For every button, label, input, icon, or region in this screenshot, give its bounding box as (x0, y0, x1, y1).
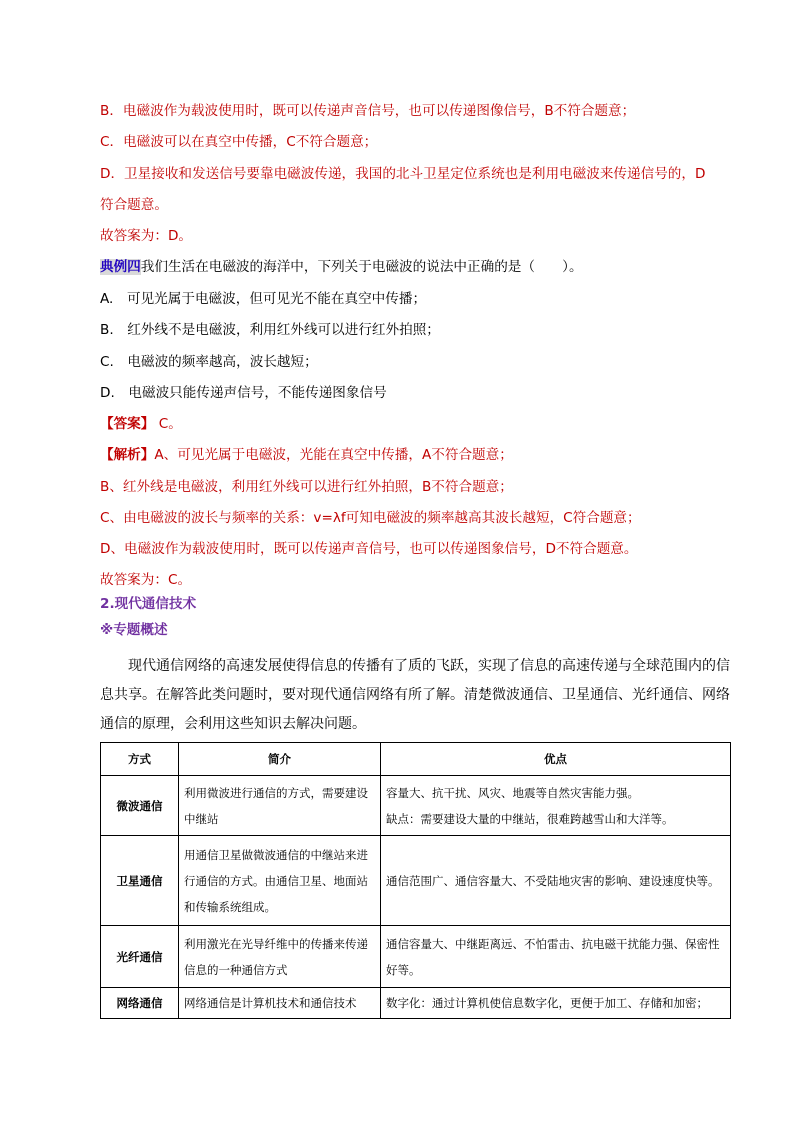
row-intro: 用通信卫星做微波通信的中继站来进行通信的方式。由通信卫星、地面站和传输系统组成。 (179, 836, 381, 926)
merit-text: 容量大、抗干扰、风灾、地震等自然灾害能力强。 (386, 785, 639, 800)
table-row (101, 836, 731, 926)
option-d: D. 电磁波只能传递声信号，不能传递图象信号 (100, 385, 387, 401)
row-merit: 通信范围广、通信容量大、不受陆地灾害的影响、建设速度快等。 (381, 836, 731, 926)
answer-row (100, 414, 182, 434)
comm-table (100, 742, 731, 1019)
analysis-b: B、红外线是电磁波，利用红外线可以进行红外拍照，B不符合题意； (100, 479, 513, 495)
row-name: 卫星通信 (101, 836, 179, 926)
analysis-label: 【解析】 (100, 447, 155, 463)
option-c: C. 电磁波的频率越高，波长越短； (100, 354, 318, 370)
row-merit (381, 776, 731, 836)
solution-line-d-cont: 符合题意。 (100, 197, 168, 213)
analysis-row-a (100, 445, 513, 465)
solution-line-d: D．卫星接收和发送信号要靠电磁波传递，我国的北斗卫星定位系统也是利用电磁波来传递信号的，D (100, 166, 706, 182)
row-merit: 数字化：通过计算机使信息数字化，更便于加工、存储和加密； (381, 988, 731, 1019)
table-header (101, 743, 731, 776)
overview-heading: ※专题概述 (100, 622, 168, 638)
row-intro: 网络通信是计算机技术和通信技术 (179, 988, 381, 1019)
option-a: A. 可见光属于电磁波，但可见光不能在真空中传播； (100, 291, 427, 307)
merit-text-2: 缺点：需要建设大量的中继站，很难跨越雪山和大洋等。 (386, 811, 674, 826)
option-b: B. 红外线不是电磁波，利用红外线可以进行红外拍照； (100, 322, 440, 338)
table-row (101, 776, 731, 836)
analysis-c: C、由电磁波的波长与频率的关系：v=λf可知电磁波的频率越高其波长越短，C符合题意； (100, 510, 641, 526)
table-row (101, 926, 731, 988)
header-method: 方式 (101, 743, 179, 776)
answer-line: 故答案为：D。 (100, 228, 193, 244)
example4-question (100, 257, 583, 277)
solution-line-b: B．电磁波作为载波使用时，既可以传递声音信号，也可以传递图像信号，B不符合题意； (100, 103, 636, 119)
header-merit: 优点 (381, 743, 731, 776)
header-intro: 简介 (179, 743, 381, 776)
overview-paragraph: 现代通信网络的高速发展使得信息的传播有了质的飞跃，实现了信息的高速传递与全球范围内的信息共享。在解答此类问题时，要对现代通信网络有所了解。清楚微波通信、卫星通信、光纤通信、网络通信的原理，会利用这些知识去解决问题。 (100, 658, 730, 732)
row-intro: 利用微波进行通信的方式，需要建设中继站 (179, 776, 381, 836)
analysis-d: D、电磁波作为载波使用时，既可以传递声音信号，也可以传递图象信号，D不符合题意。 (100, 541, 638, 557)
section-title: 2.现代通信技术 (100, 596, 197, 612)
table-row (101, 988, 731, 1019)
row-merit: 通信容量大、中继距离远、不怕雷击、抗电磁干扰能力强、保密性好等。 (381, 926, 731, 988)
final-answer: 故答案为：C。 (100, 572, 192, 588)
row-intro: 利用激光在光导纤维中的传播来传递信息的一种通信方式 (179, 926, 381, 988)
question-text: 我们生活在电磁波的海洋中，下列关于电磁波的说法中正确的是（ ）。 (140, 259, 583, 275)
row-name: 微波通信 (101, 776, 179, 836)
row-name: 网络通信 (101, 988, 179, 1019)
solution-line-c: C．电磁波可以在真空中传播，C不符合题意； (100, 134, 378, 150)
analysis-a: A、可见光属于电磁波，光能在真空中传播，A不符合题意； (154, 447, 513, 463)
answer-value: C。 (154, 416, 182, 432)
example-tag: 典例四 (100, 259, 141, 275)
answer-label: 【答案】 (100, 416, 155, 432)
row-name: 光纤通信 (101, 926, 179, 988)
